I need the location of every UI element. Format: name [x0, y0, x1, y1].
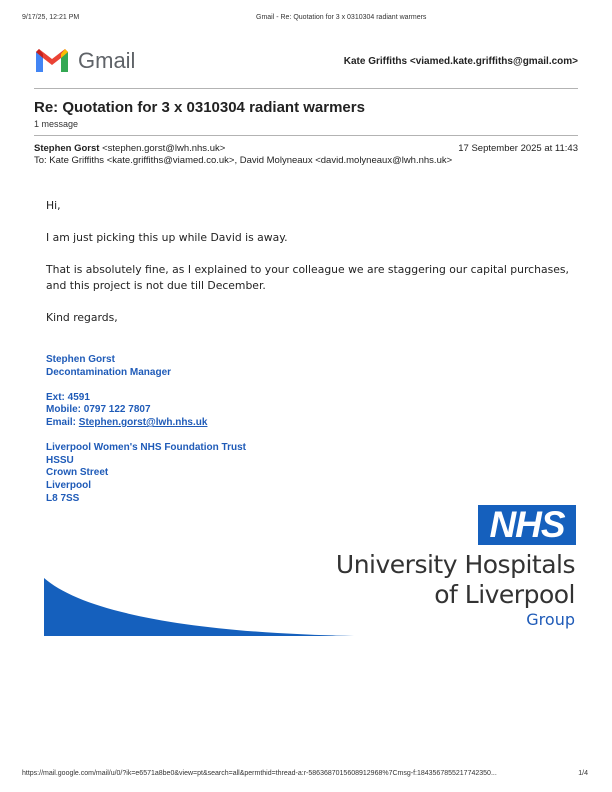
body-paragraph: I am just picking this up while David is away.: [46, 231, 288, 244]
signature-email-line: [46, 417, 246, 430]
sender-email: <stephen.gorst@lwh.nhs.uk>: [102, 143, 226, 154]
gmail-wordmark: Gmail: [78, 48, 136, 73]
org-name-group: Group: [526, 610, 575, 629]
recipients-line: To: Kate Griffiths <kate.griffiths@viamed.co.uk>, David Molyneaux <david.molyneaux@lwh.nhs.uk>: [34, 155, 453, 166]
body-paragraph: That is absolutely fine, as I explained to your colleague we are staggering our capital purchases, and this project is not due till December.: [46, 263, 569, 292]
signature-name: Stephen Gorst: [46, 354, 115, 365]
header-divider: [34, 88, 578, 89]
print-url: https://mail.google.com/mail/u/0/?ik=e6571a8be0&view=pt&search=all&permthid=thread-a:r-5863687015608912968%7Cmsg-f:1843567855217742350...: [22, 770, 497, 777]
signature-address-line: Liverpool: [46, 479, 92, 491]
logo-swoosh-shape: [44, 578, 354, 638]
signature-role: Decontamination Manager: [46, 366, 172, 378]
print-page-number: 1/4: [578, 770, 588, 777]
signature-mobile: Mobile: 0797 122 7807: [46, 404, 151, 416]
message-count: 1 message: [34, 119, 79, 129]
signature-address-line: L8 7SS: [46, 492, 80, 504]
org-name-line1: University Hospitals: [335, 550, 575, 579]
org-name-line2: of Liverpool: [434, 580, 575, 609]
subject-divider: [34, 135, 578, 136]
signature-email-link[interactable]: Stephen.gorst@lwh.nhs.uk: [78, 416, 208, 428]
sender-line: [34, 143, 225, 154]
sender-name: Stephen Gorst: [34, 143, 100, 154]
print-timestamp: 9/17/25, 12:21 PM: [22, 14, 80, 21]
message-body: [46, 198, 586, 342]
print-title: Gmail - Re: Quotation for 3 x 0310304 radiant warmers: [256, 14, 427, 21]
account-email: Kate Griffiths <viamed.kate.griffiths@gmail.com>: [343, 56, 578, 67]
signature-ext: Ext: 4591: [46, 391, 90, 403]
signature-address-line: Crown Street: [46, 467, 109, 479]
body-signoff: Kind regards,: [46, 311, 118, 324]
message-date: 17 September 2025 at 11:43: [458, 143, 578, 154]
signature-org: Liverpool Women's NHS Foundation Trust: [46, 442, 246, 454]
signature-email-label: Email:: [46, 416, 77, 428]
email-signature: [46, 354, 246, 505]
thread-subject: Re: Quotation for 3 x 0310304 radiant warmers: [34, 99, 365, 116]
body-greeting: Hi,: [46, 199, 61, 212]
gmail-logo-icon: [34, 46, 70, 74]
signature-address-line: HSSU: [46, 454, 74, 466]
nhs-logo: NHS: [478, 505, 576, 545]
